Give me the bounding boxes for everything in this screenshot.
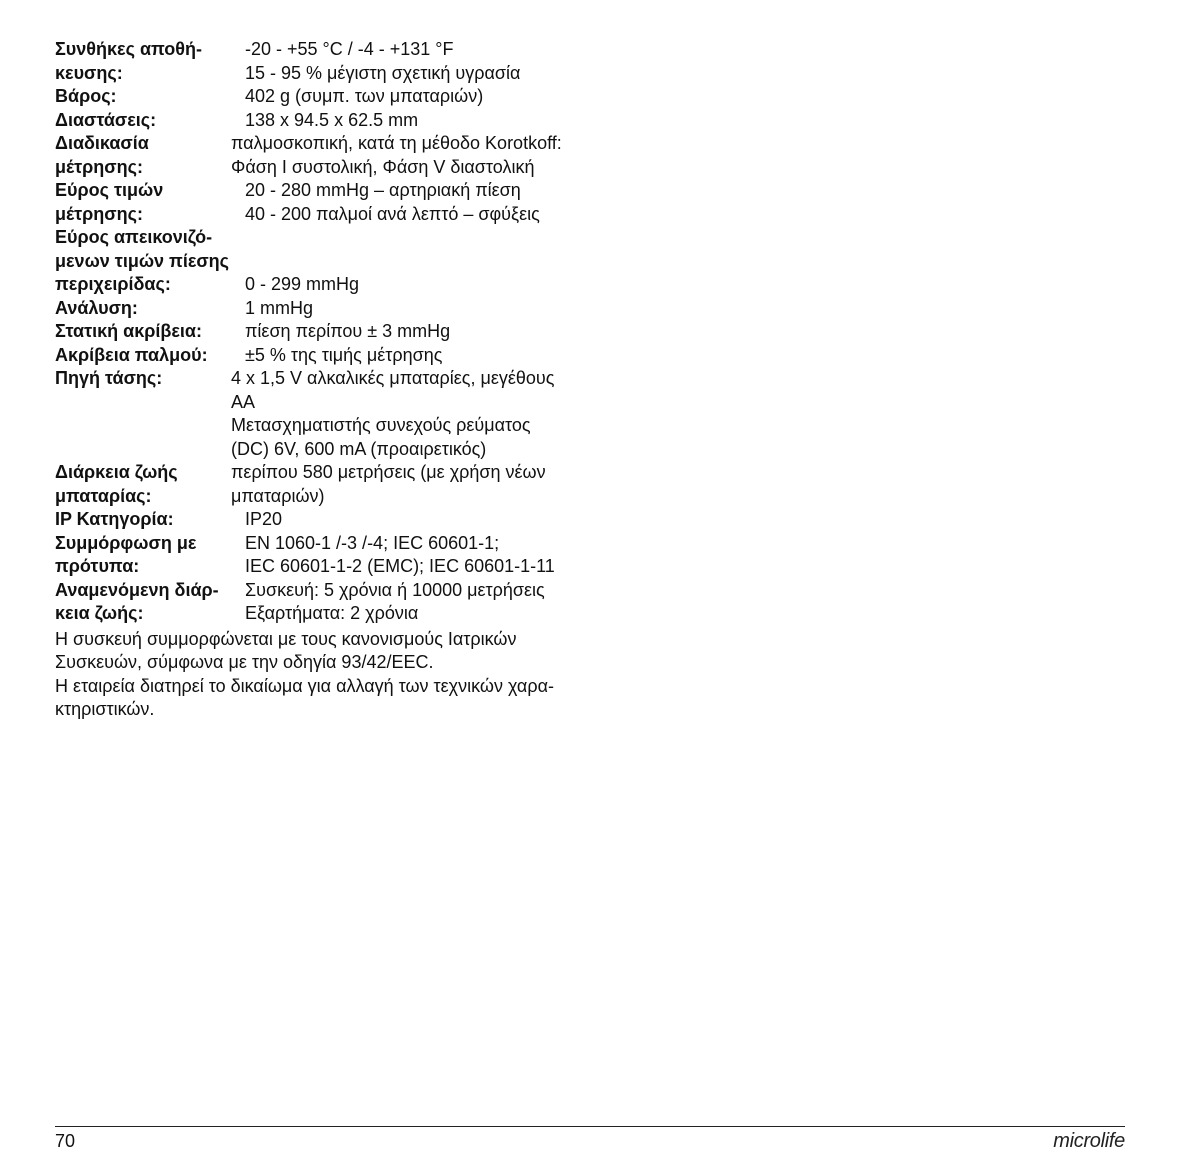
spec-value [245,320,595,344]
spec-label [55,320,202,344]
spec-value-line: πίεση περίπου ± 3 mmHg [245,321,451,341]
spec-row [55,179,595,226]
spec-label [55,367,162,391]
spec-value-line: Εξαρτήματα: 2 χρόνια [245,603,419,623]
page-number: 70 [55,1131,76,1151]
spec-row [55,367,595,461]
spec-value-line: ±5 % της τιμής μέτρησης [245,344,443,365]
footer-divider [55,1126,1125,1127]
spec-row [55,461,595,508]
spec-row [55,344,595,368]
spec-row [55,579,595,626]
spec-label-line: Ανάλυση: [55,297,138,318]
spec-row [55,85,595,109]
spec-value-line: Φάση I συστολική, Φάση V διαστολική [231,156,535,177]
spec-value [245,532,595,579]
spec-value-line: 4 x 1,5 V αλκαλικές μπαταρίες, μεγέθους [231,368,555,388]
spec-row [55,226,595,297]
spec-label-line: Διάρκεια ζωής [55,462,178,482]
spec-value [231,461,595,508]
spec-label-line: IP Κατηγορία: [55,509,174,529]
spec-value-line: μπαταριών) [231,485,325,506]
spec-label-line: Εύρος τιμών [55,180,164,200]
spec-value [245,109,595,133]
spec-label [55,344,208,368]
spec-label-line: μέτρησης: [55,156,143,177]
spec-label-line: Διαστάσεις: [55,109,157,130]
note-paragraph [55,628,595,675]
spec-value-line [245,250,595,274]
compliance-notes [55,628,595,722]
spec-label-line: μπαταρίας: [55,485,152,506]
spec-label-line: Συμμόρφωση με [55,532,197,553]
spec-label-line: περιχειρίδας: [55,274,171,294]
spec-value-line: περίπου 580 μετρήσεις (με χρήση νέων [231,462,546,482]
spec-row [55,38,595,85]
spec-value-line: παλμοσκοπική, κατά τη μέθοδο Korotkoff: [231,133,562,153]
note-line: Η εταιρεία διατηρεί το δικαίωμα για αλλαγή των τεχνικών χαρα- [55,675,554,696]
spec-value-line: Συσκευή: 5 χρόνια ή 10000 μετρήσεις [245,579,545,600]
spec-label [55,461,178,508]
spec-value [245,226,595,297]
spec-value [231,367,595,461]
spec-value [245,297,595,321]
spec-row [55,508,595,532]
spec-row [55,109,595,133]
spec-label [55,297,138,321]
note-paragraph [55,675,595,722]
spec-label [55,85,117,109]
spec-label-line: μέτρησης: [55,203,143,224]
spec-value-line: 40 - 200 παλμοί ανά λεπτό – σφύξεις [245,203,540,224]
spec-label-line: Αναμενόμενη διάρ- [55,579,219,600]
spec-value-line: 15 - 95 % μέγιστη σχετική υγρασία [245,62,521,83]
spec-value-line: -20 - +55 °C / -4 - +131 °F [245,39,454,59]
spec-value-line: 1 mmHg [245,297,314,318]
spec-value [245,508,595,532]
spec-value-line: 0 - 299 mmHg [245,274,360,294]
spec-row [55,320,595,344]
spec-label-line: μενων τιμών πίεσης [55,250,230,271]
spec-value [245,344,595,368]
brand-logo: microlife [1053,1130,1125,1152]
spec-label [55,132,149,179]
spec-label-line: Εύρος απεικονιζό- [55,227,213,247]
note-line: Συσκευών, σύμφωνα με την οδηγία 93/42/EEC. [55,652,434,672]
spec-label-line: πρότυπα: [55,556,140,576]
spec-value [231,132,595,179]
spec-value-line: (DC) 6V, 600 mA (προαιρετικός) [231,438,487,459]
note-line: κτηριστικών. [55,699,155,719]
spec-value-line: IEC 60601-1-2 (EMC); IEC 60601-1-11 [245,556,555,576]
spec-row [55,132,595,179]
spec-label-line: Βάρος: [55,86,117,106]
specifications-table [55,38,595,722]
spec-label-line: Πηγή τάσης: [55,368,163,388]
spec-label-line: Στατική ακρίβεια: [55,321,202,341]
spec-value [245,179,595,226]
spec-label [55,579,219,626]
spec-label [55,532,196,579]
spec-value-line: Μετασχηματιστής συνεχούς ρεύματος [231,415,531,435]
spec-value-line: AA [231,391,256,412]
spec-label [55,109,156,133]
spec-value-line: 402 g (συμπ. των μπαταριών) [245,86,484,106]
spec-value-line [245,226,595,250]
spec-label [55,38,202,85]
spec-value [245,579,595,626]
spec-row [55,297,595,321]
spec-label [55,226,229,297]
spec-row [55,532,595,579]
spec-value-line: 138 x 94.5 x 62.5 mm [245,109,419,130]
spec-label-line: Διαδικασία [55,133,149,153]
note-line: Η συσκευή συμμορφώνεται με τους κανονισμούς Ιατρικών [55,628,517,649]
spec-value-line: 20 - 280 mmHg – αρτηριακή πίεση [245,180,521,200]
spec-label-line: Ακρίβεια παλμού: [55,344,208,365]
spec-value [245,38,595,85]
spec-label [55,508,174,532]
spec-value [245,85,595,109]
spec-label-line: κεια ζωής: [55,603,144,623]
spec-value-line: IP20 [245,509,283,529]
spec-value-line: EN 1060-1 /-3 /-4; IEC 60601-1; [245,532,500,553]
spec-label-line: κευσης: [55,62,123,83]
spec-label-line: Συνθήκες αποθή- [55,39,203,59]
spec-label [55,179,163,226]
